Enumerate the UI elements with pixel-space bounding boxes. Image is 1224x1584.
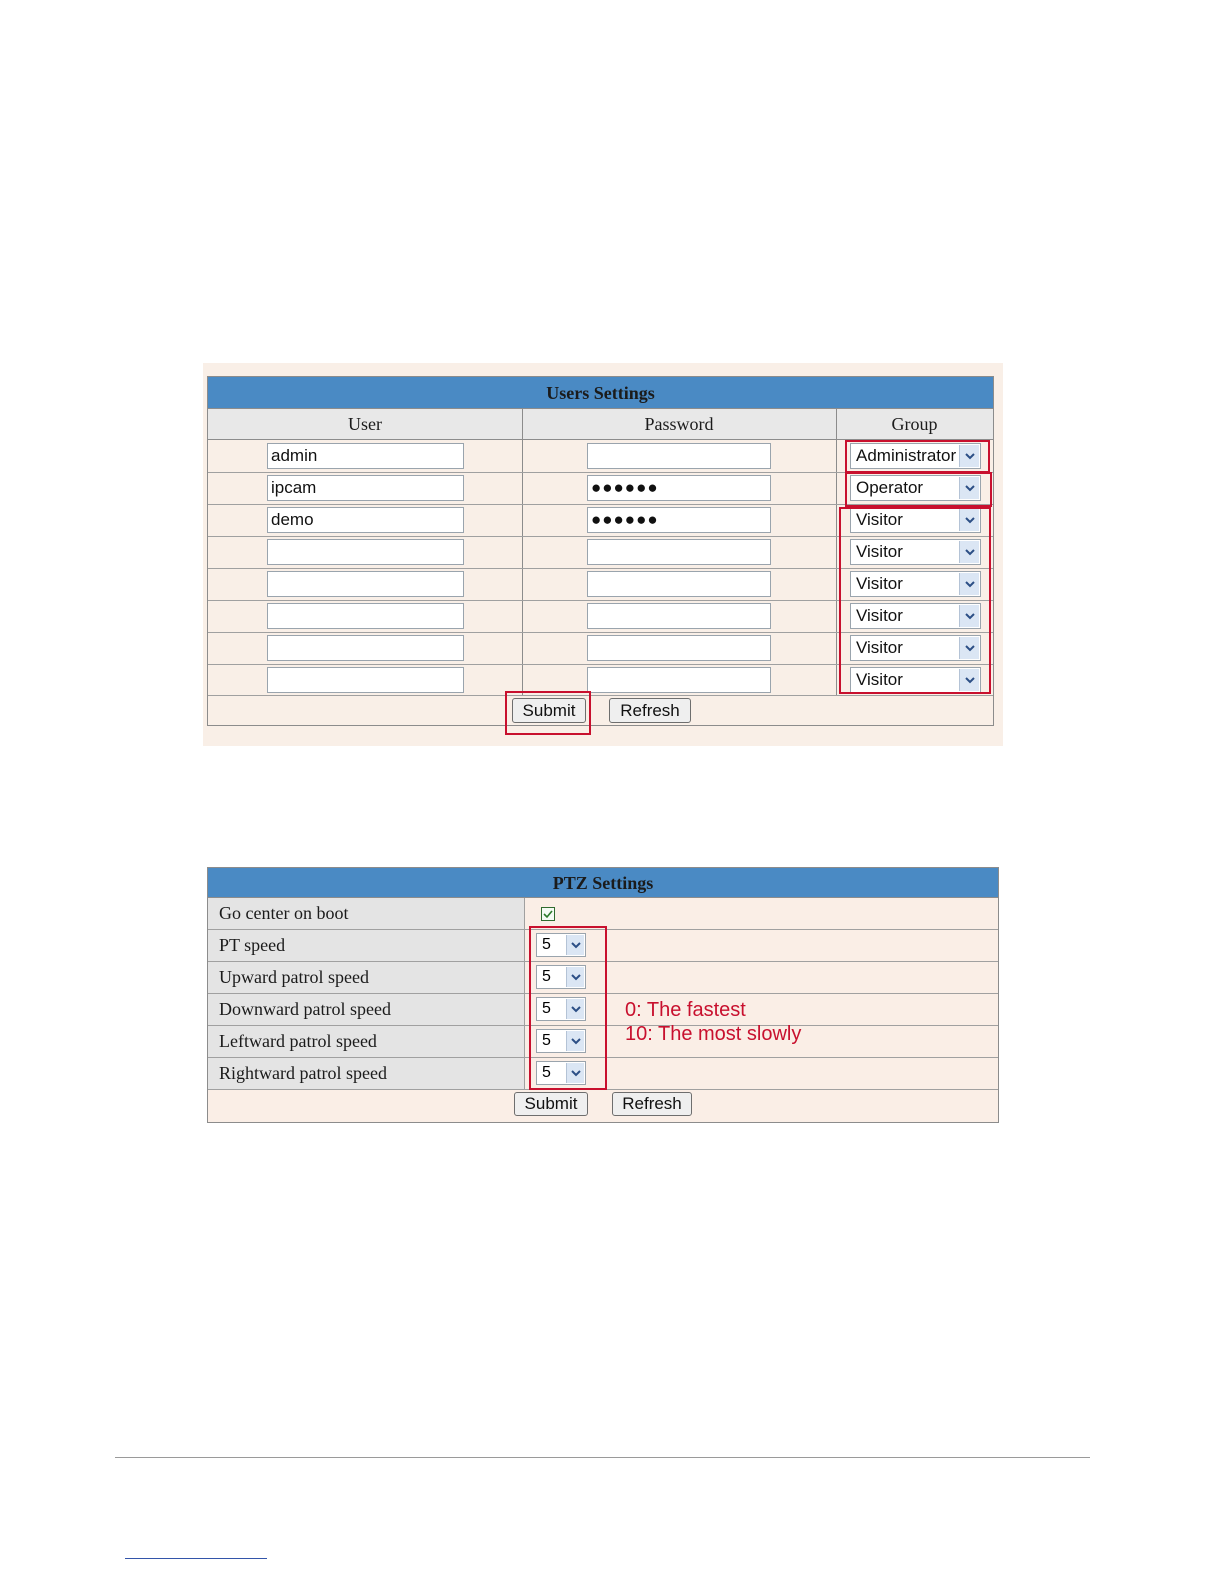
username-field[interactable]: ipcam <box>267 475 464 501</box>
users-submit-button[interactable]: Submit <box>512 698 586 723</box>
speed-select-value: 5 <box>542 1000 551 1017</box>
row-divider <box>208 695 993 696</box>
users-settings-title: Users Settings <box>208 377 993 409</box>
column-header-group: Group <box>836 409 993 440</box>
highlight-administrator <box>845 440 990 473</box>
username-field[interactable]: admin <box>267 443 464 469</box>
column-divider <box>836 409 837 695</box>
username-field[interactable] <box>267 635 464 661</box>
group-select-value: Visitor <box>856 670 903 689</box>
password-field[interactable] <box>587 571 771 597</box>
annotation-fastest: 0: The fastest <box>625 999 746 1021</box>
speed-label: Upward patrol speed <box>208 962 525 993</box>
highlight-speed-selects <box>529 926 607 1090</box>
password-field[interactable]: ●●●●●● <box>587 507 771 533</box>
password-field[interactable] <box>587 603 771 629</box>
group-select-value: Administrator <box>856 446 957 465</box>
column-divider <box>522 409 523 695</box>
password-field[interactable] <box>587 539 771 565</box>
speed-label: Rightward patrol speed <box>208 1058 525 1089</box>
password-field[interactable] <box>587 667 771 693</box>
speed-label: PT speed <box>208 930 525 961</box>
go-center-label: Go center on boot <box>208 898 525 929</box>
password-field[interactable]: ●●●●●● <box>587 475 771 501</box>
footer-link-underline <box>125 1558 267 1559</box>
annotation-slowest: 10: The most slowly <box>625 1023 802 1045</box>
username-field[interactable] <box>267 603 464 629</box>
column-header-user: User <box>208 409 522 440</box>
go-center-checkbox[interactable] <box>541 907 555 921</box>
username-field[interactable]: demo <box>267 507 464 533</box>
ptz-settings-title: PTZ Settings <box>208 868 998 898</box>
speed-select-value: 5 <box>542 1032 551 1049</box>
username-field[interactable] <box>267 571 464 597</box>
speed-label: Downward patrol speed <box>208 994 525 1025</box>
password-field[interactable] <box>587 635 771 661</box>
highlight-operator <box>845 472 992 507</box>
column-header-password: Password <box>522 409 836 440</box>
checkmark-icon <box>542 908 554 920</box>
speed-select-value: 5 <box>542 968 551 985</box>
password-field[interactable] <box>587 443 771 469</box>
ptz-submit-button[interactable]: Submit <box>514 1092 588 1116</box>
speed-select-value: 5 <box>542 936 551 953</box>
highlight-submit <box>505 691 591 735</box>
username-field[interactable] <box>267 667 464 693</box>
group-select-value: Visitor <box>856 606 903 625</box>
group-select-value: Visitor <box>856 510 903 529</box>
highlight-visitor <box>839 507 991 694</box>
ptz-refresh-button[interactable]: Refresh <box>612 1092 692 1116</box>
page-footer-rule <box>115 1457 1090 1458</box>
group-select-value: Visitor <box>856 638 903 657</box>
group-select-value: Operator <box>856 478 924 497</box>
group-select-value: Visitor <box>856 574 903 593</box>
group-select-value: Visitor <box>856 542 903 561</box>
speed-select-value: 5 <box>542 1064 551 1081</box>
username-field[interactable] <box>267 539 464 565</box>
users-refresh-button[interactable]: Refresh <box>609 698 691 723</box>
speed-label: Leftward patrol speed <box>208 1026 525 1057</box>
